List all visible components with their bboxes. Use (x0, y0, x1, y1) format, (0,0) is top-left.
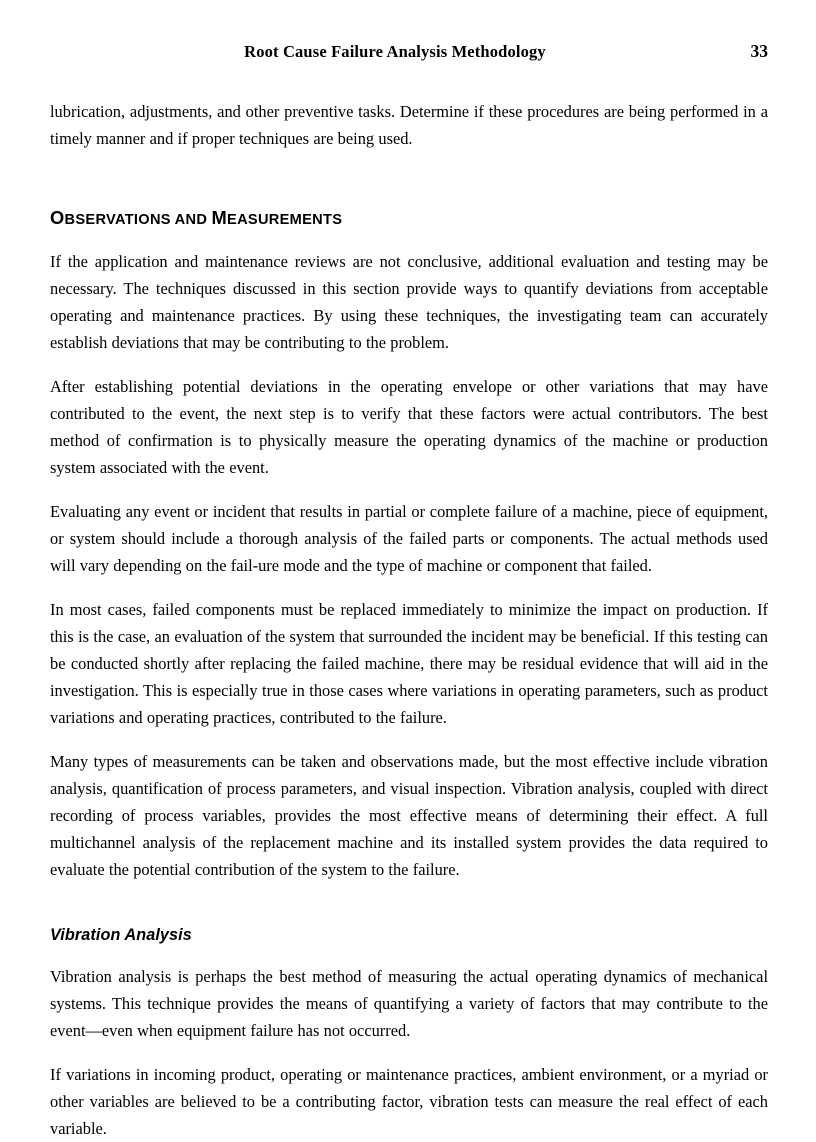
section-spacer (50, 169, 768, 207)
observations-paragraph-2: After establishing potential deviations in the operating envelope or other variations that may have contributed to the event, the next step is to verify that these factors were actual contributors. The best method of confirmation is to physically measure the operating dynamics of the machine or production system associated with the event. (50, 377, 768, 477)
observations-paragraph-4: In most cases, failed components must be replaced immediately to minimize the impact on production. If this is the case, an evaluation of the system that surrounded the incident may be beneficial. If this testing can be conducted shortly after replacing the failed machine, there may be residual evidence that will aid in the investigation. This is especially true in those cases where variations in operating parameters, such as product variations and operating practices, contributed to the failure. (50, 600, 768, 727)
heading-rest-measurements: EASUREMENTS (227, 212, 343, 228)
page-number: 33 (750, 41, 768, 61)
observations-paragraph-5: Many types of measurements can be taken and observations made, but the most effective include vibration analysis, quantification of process parameters, and visual inspection. Vibration analysis, coupled with direct recording of process variables, provides the most effective means of determining their effect. A full multichannel analysis of the replacement machine and its installed system provides the data required to evaluate the potential contribution of the system to the failure. (50, 752, 768, 879)
heading-conjunction-and: AND (170, 212, 212, 228)
running-head (50, 0, 768, 76)
section-heading-observations-and-measurements (50, 207, 768, 229)
continuation-paragraph: lubrication, adjustments, and other preventive tasks. Determine if these procedures are being performed in a timely manner and if proper techniques are being used. (50, 102, 768, 148)
subsection-heading-vibration-analysis: Vibration Analysis (50, 926, 192, 944)
running-head-title: Root Cause Failure Analysis Methodology (244, 42, 546, 61)
heading-cap-o: O (50, 207, 65, 228)
vibration-analysis-paragraph-1: Vibration analysis is perhaps the best method of measuring the actual operating dynamics of mechanical systems. This technique provides the means of quantifying a variety of factors that may contribute to the event—even when equipment failure has not occurred. (50, 967, 768, 1040)
heading-rest-observations: BSERVATIONS (64, 212, 171, 228)
vibration-analysis-paragraph-2: If variations in incoming product, operating or maintenance practices, ambient environment, or a myriad or other variables are believed to be a contributing factor, vibration tests can measure the real effect of each variable. (50, 1065, 768, 1138)
observations-paragraph-1: If the application and maintenance reviews are not conclusive, additional evaluation and testing may be necessary. The techniques discussed in this section provide ways to quantify deviations from acceptable operating and maintenance practices. By using these techniques, the investigating team can accurately establish deviations that may be contributing to the problem. (50, 252, 768, 352)
subsection-spacer (50, 900, 768, 926)
page-content-column (50, 0, 768, 1142)
observations-paragraph-3: Evaluating any event or incident that results in partial or complete failure of a machine, piece of equipment, or system should include a thorough analysis of the failed parts or components. The actual methods used will vary depending on the fail-ure mode and the type of machine or component that failed. (50, 502, 768, 575)
heading-cap-m: M (211, 207, 228, 228)
